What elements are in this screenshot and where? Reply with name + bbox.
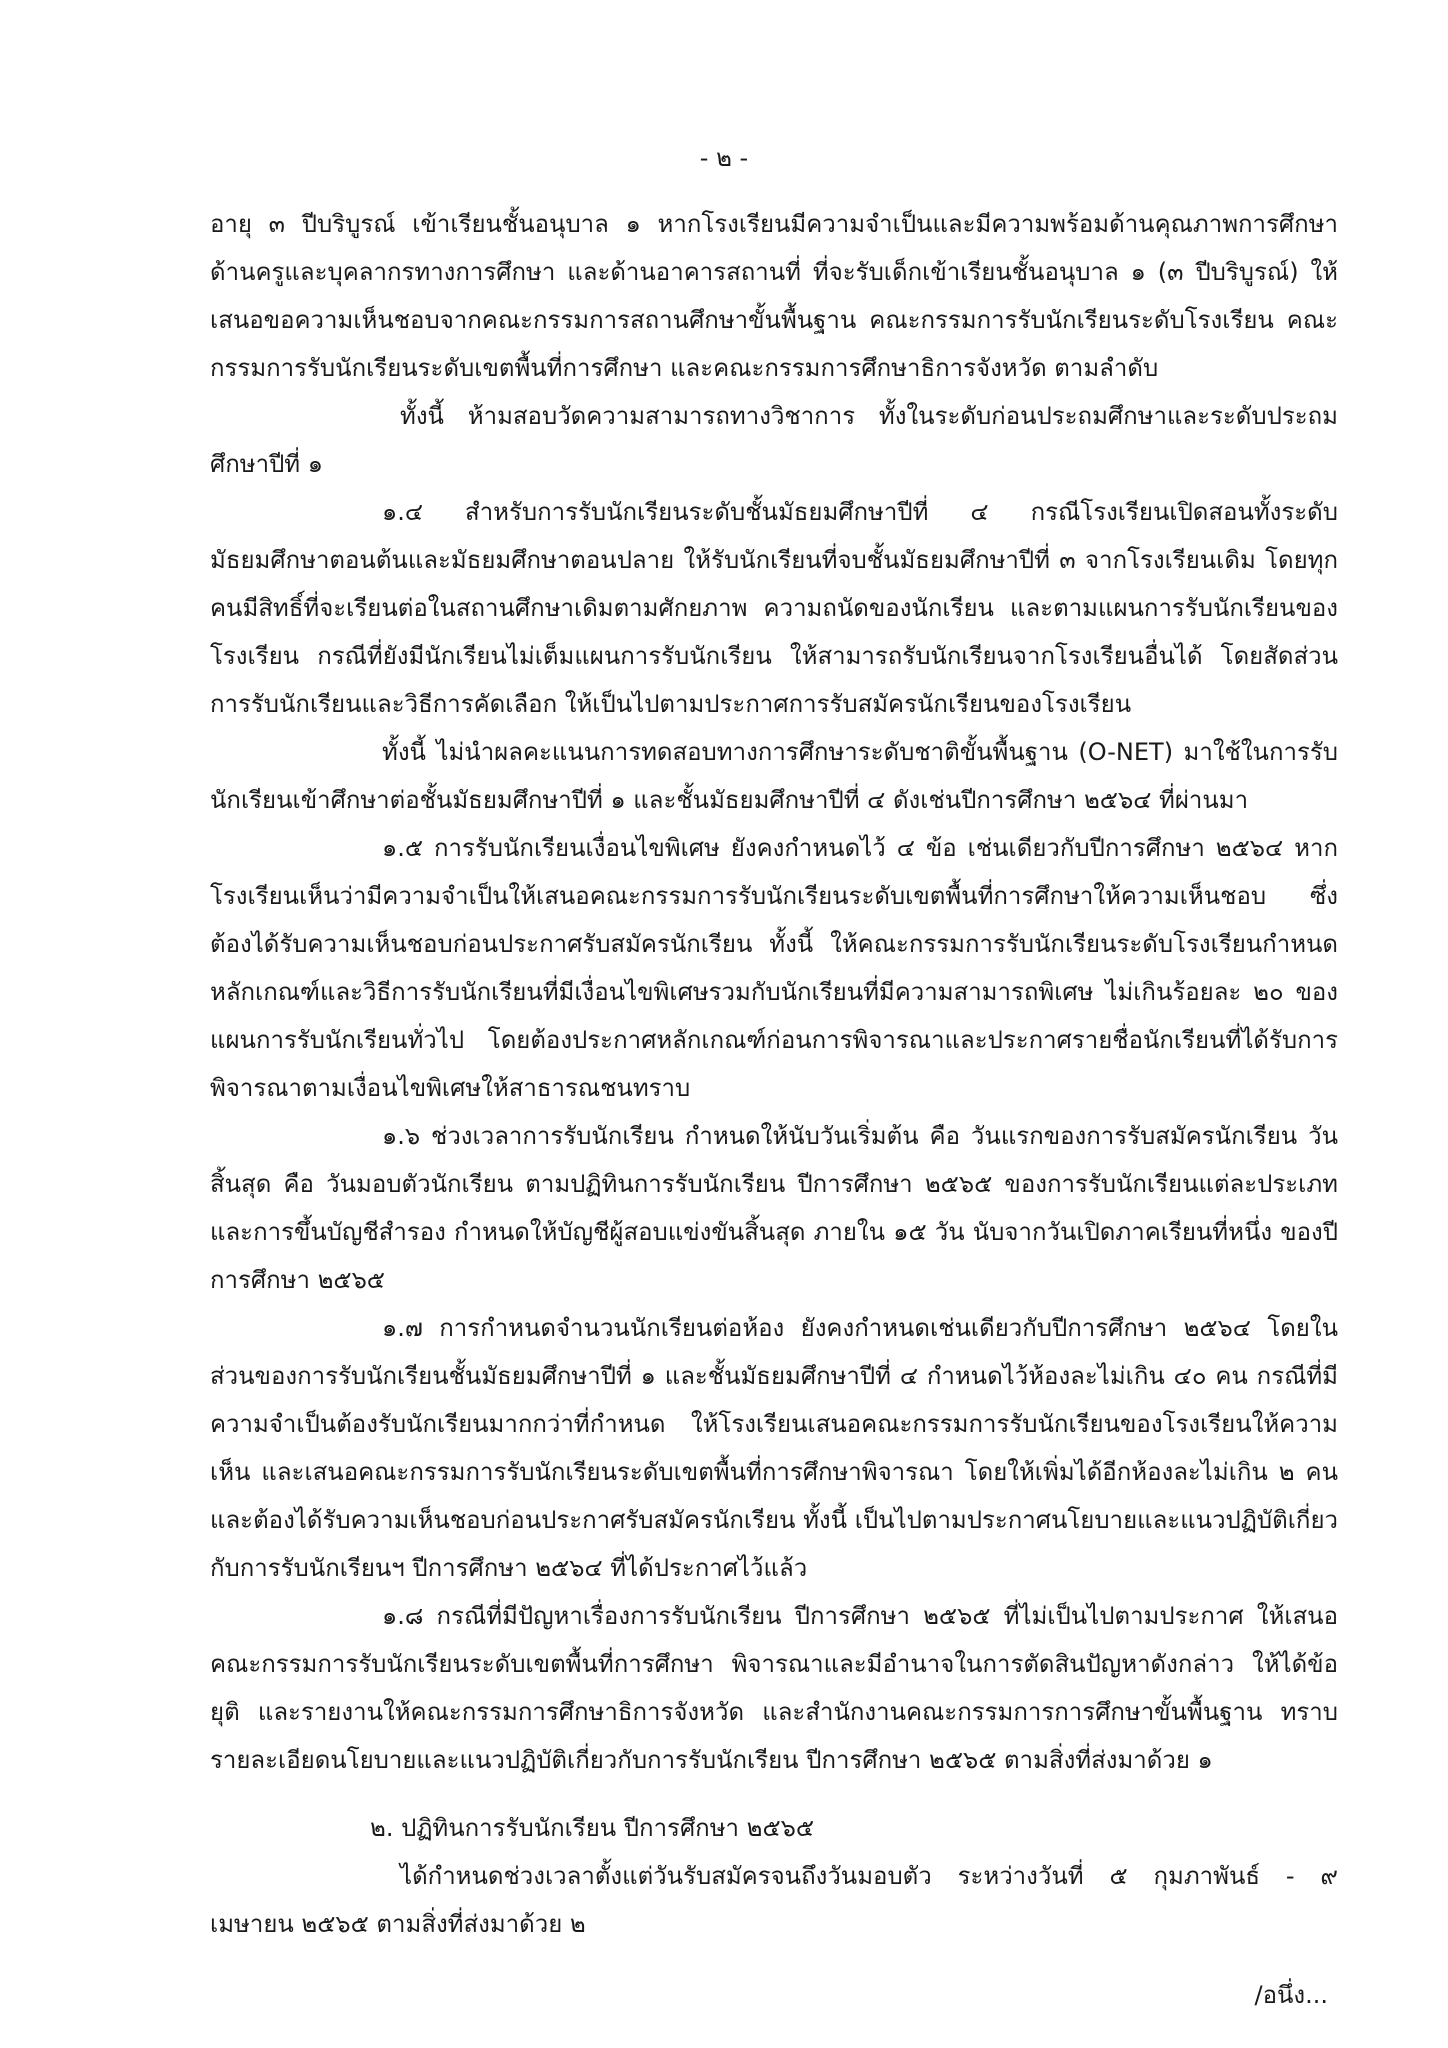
paragraph-2-schedule: ได้กำหนดช่วงเวลาตั้งแต่วันรับสมัครจนถึงวันมอบตัว ระหว่างวันที่ ๕ กุมภาพันธ์ - ๙ เมษายน ๒๕๖๕ ตามสิ่งที่ส่งมาด้วย ๒ — [210, 1862, 1338, 1938]
section-2-heading: ๒. ปฏิทินการรับนักเรียน ปีการศึกษา ๒๕๖๕ — [370, 1814, 815, 1842]
paragraph-1-5: ๑.๕ การรับนักเรียนเงื่อนไขพิเศษ ยังคงกำหนดไว้ ๔ ข้อ เช่นเดียวกับปีการศึกษา ๒๕๖๔ หากโรงเรียนเห็นว่ามีความจำเป็นให้เสนอคณะกรรมการรับนักเรียนระดับเขตพื้นที่การศึกษาให้ความเห็นชอบ ซึ่งต้องได้รับความเห็นชอบก่อนประกาศรับสมัครนักเรียน ทั้งนี้ ให้คณะกรรมการรับนักเรียนระดับโรงเรียนกำหนดหลักเกณฑ์และวิธีการรับนักเรียนที่มีเงื่อนไขพิเศษรวมกับนักเรียนที่มีความสามารถพิเศษ ไม่เกินร้อยละ ๒๐ ของแผนการรับนักเรียนทั่วไป โดยต้องประกาศหลักเกณฑ์ก่อนการพิจารณาและประกาศรายชื่อนักเรียนที่ได้รับการพิจารณาตามเงื่อนไขพิเศษให้สาธารณชนทราบ — [210, 834, 1338, 1102]
page-number: - ๒ - — [699, 144, 749, 172]
paragraph-onet: ทั้งนี้ ไม่นำผลคะแนนการทดสอบทางการศึกษาระดับชาติขั้นพื้นฐาน (O-NET) มาใช้ในการรับนักเรียนเข้าศึกษาต่อชั้นมัธยมศึกษาปีที่ ๑ และชั้นมัธยมศึกษาปีที่ ๔ ดังเช่นปีการศึกษา ๒๕๖๔ ที่ผ่านมา — [210, 738, 1338, 814]
continuation-note: /อนึ่ง... — [1254, 1981, 1328, 2009]
paragraph-1-7: ๑.๗ การกำหนดจำนวนนักเรียนต่อห้อง ยังคงกำหนดเช่นเดียวกับปีการศึกษา ๒๕๖๔ โดยในส่วนของการรับนักเรียนชั้นมัธยมศึกษาปีที่ ๑ และชั้นมัธยมศึกษาปีที่ ๔ กำหนดไว้ห้องละไม่เกิน ๔๐ คน กรณีที่มีความจำเป็นต้องรับนักเรียนมากกว่าที่กำหนด ให้โรงเรียนเสนอคณะกรรมการรับนักเรียนของโรงเรียนให้ความเห็น และเสนอคณะกรรมการรับนักเรียนระดับเขตพื้นที่การศึกษาพิจารณา โดยให้เพิ่มได้อีกห้องละไม่เกิน ๒ คน และต้องได้รับความเห็นชอบก่อนประกาศรับสมัครนักเรียน ทั้งนี้ เป็นไปตามประกาศนโยบายและแนวปฏิบัติเกี่ยวกับการรับนักเรียนฯ ปีการศึกษา ๒๕๖๔ ที่ได้ประกาศไว้แล้ว — [210, 1314, 1338, 1582]
paragraph-1-4: ๑.๔ สำหรับการรับนักเรียนระดับชั้นมัธยมศึกษาปีที่ ๔ กรณีโรงเรียนเปิดสอนทั้งระดับมัธยมศึกษาตอนต้นและมัธยมศึกษาตอนปลาย ให้รับนักเรียนที่จบชั้นมัธยมศึกษาปีที่ ๓ จากโรงเรียนเดิม โดยทุกคนมีสิทธิ์ที่จะเรียนต่อในสถานศึกษาเดิมตามศักยภาพ ความถนัดของนักเรียน และตามแผนการรับนักเรียนของโรงเรียน กรณีที่ยังมีนักเรียนไม่เต็มแผนการรับนักเรียน ให้สามารถรับนักเรียนจากโรงเรียนอื่นได้ โดยสัดส่วนการรับนักเรียนและวิธีการคัดเลือก ให้เป็นไปตามประกาศการรับสมัครนักเรียนของโรงเรียน — [210, 498, 1338, 718]
paragraph-age-requirement: อายุ ๓ ปีบริบูรณ์ เข้าเรียนชั้นอนุบาล ๑ หากโรงเรียนมีความจำเป็นและมีความพร้อมด้านคุณภาพการศึกษา ด้านครูและบุคลากรทางการศึกษา และด้านอาคารสถานที่ ที่จะรับเด็กเข้าเรียนชั้นอนุบาล ๑ (๓ ปีบริบูรณ์) ให้เสนอขอความเห็นชอบจากคณะกรรมการสถานศึกษาขั้นพื้นฐาน คณะกรรมการรับนักเรียนระดับโรงเรียน คณะกรรมการรับนักเรียนระดับเขตพื้นที่การศึกษา และคณะกรรมการศึกษาธิการจังหวัด ตามลำดับ — [210, 210, 1338, 382]
paragraph-1-8: ๑.๘ กรณีที่มีปัญหาเรื่องการรับนักเรียน ปีการศึกษา ๒๕๖๕ ที่ไม่เป็นไปตามประกาศ ให้เสนอคณะกรรมการรับนักเรียนระดับเขตพื้นที่การศึกษา พิจารณาและมีอำนาจในการตัดสินปัญหาดังกล่าว ให้ได้ข้อยุติ และรายงานให้คณะกรรมการศึกษาธิการจังหวัด และสำนักงานคณะกรรมการการศึกษาขั้นพื้นฐาน ทราบรายละเอียดนโยบายและแนวปฏิบัติเกี่ยวกับการรับนักเรียน ปีการศึกษา ๒๕๖๕ ตามสิ่งที่ส่งมาด้วย ๑ — [210, 1602, 1338, 1774]
paragraph-1-6: ๑.๖ ช่วงเวลาการรับนักเรียน กำหนดให้นับวันเริ่มต้น คือ วันแรกของการรับสมัครนักเรียน วันสิ้นสุด คือ วันมอบตัวนักเรียน ตามปฏิทินการรับนักเรียน ปีการศึกษา ๒๕๖๕ ของการรับนักเรียนแต่ละประเภท และการขึ้นบัญชีสำรอง กำหนดให้บัญชีผู้สอบแข่งขันสิ้นสุด ภายใน ๑๕ วัน นับจากวันเปิดภาคเรียนที่หนึ่ง ของปีการศึกษา ๒๕๖๕ — [210, 1122, 1338, 1294]
document-body — [210, 200, 1338, 1948]
paragraph-no-exam: ทั้งนี้ ห้ามสอบวัดความสามารถทางวิชาการ ทั้งในระดับก่อนประถมศึกษาและระดับประถมศึกษาปีที่ ๑ — [210, 402, 1338, 478]
